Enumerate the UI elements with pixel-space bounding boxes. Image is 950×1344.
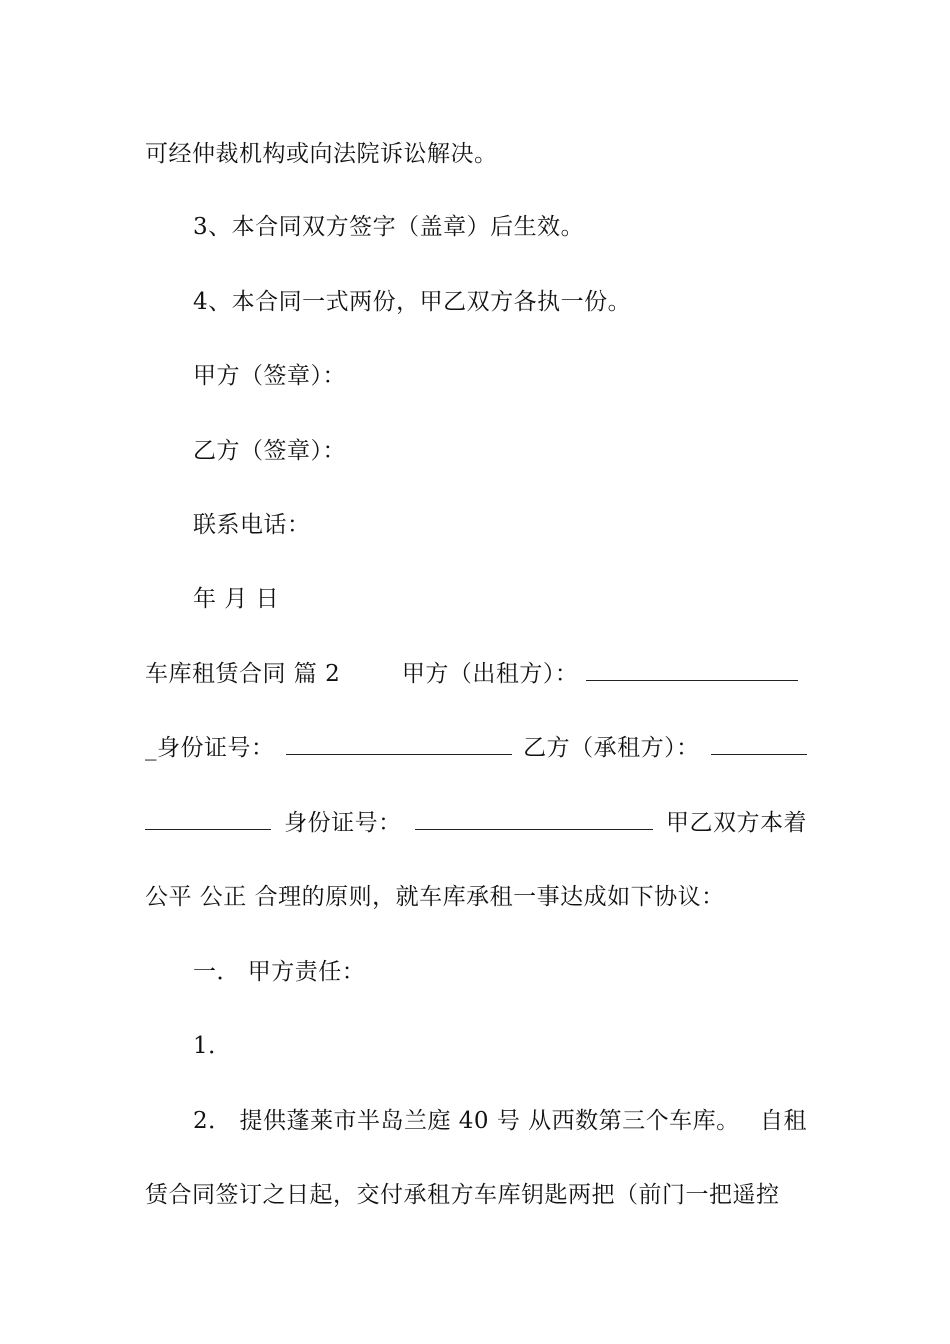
clause-3: 3、本合同双方签字（盖章）后生效。 (193, 214, 585, 240)
contract-header-line (145, 659, 807, 689)
party-a-signature-label: 甲方（签章）： (193, 363, 346, 389)
agreement-intro: 甲乙双方本着 (665, 810, 807, 836)
item-2-text: 2． 提供蓬莱市半岛兰庭 40 号 从西数第三个车库。 (193, 1108, 740, 1134)
item-1: 1． (193, 1033, 232, 1059)
lessor-name-blank (586, 660, 798, 681)
party-b-signature-label: 乙方（签章）： (193, 438, 346, 464)
date-label: 年 月 日 (193, 586, 280, 612)
lessor-label: 甲方（出租方）： (401, 661, 579, 687)
lessee-id-label: 身份证号： (284, 810, 402, 836)
item-2-line-2: 赁合同签订之日起，交付承租方车库钥匙两把（前门一把遥控 (145, 1182, 780, 1208)
item-2 (193, 1106, 807, 1136)
contact-phone-label: 联系电话： (193, 512, 311, 538)
item-2-continuation: 自租 (760, 1108, 807, 1134)
section-one-heading: 一． 甲方责任： (193, 959, 366, 985)
lessee-label: 乙方（承租方）： (523, 735, 700, 761)
clause-4: 4、本合同一式两份，甲乙双方各执一份。 (193, 289, 632, 315)
lessor-id-blank (286, 734, 512, 755)
id-line-2 (145, 808, 807, 838)
lessee-name-blank-cont (145, 809, 271, 830)
paragraph-line: 可经仲裁机构或向法院诉讼解决。 (145, 141, 498, 167)
contract-title: 车库租赁合同 篇 2 (145, 661, 341, 687)
principle-line: 公平 公正 合理的原则，就车库承租一事达成如下协议： (145, 884, 725, 910)
lessee-name-blank (711, 734, 807, 755)
lessee-id-blank (415, 809, 653, 830)
lessor-id-label: _身份证号： (145, 735, 275, 761)
id-line-1 (145, 733, 807, 763)
